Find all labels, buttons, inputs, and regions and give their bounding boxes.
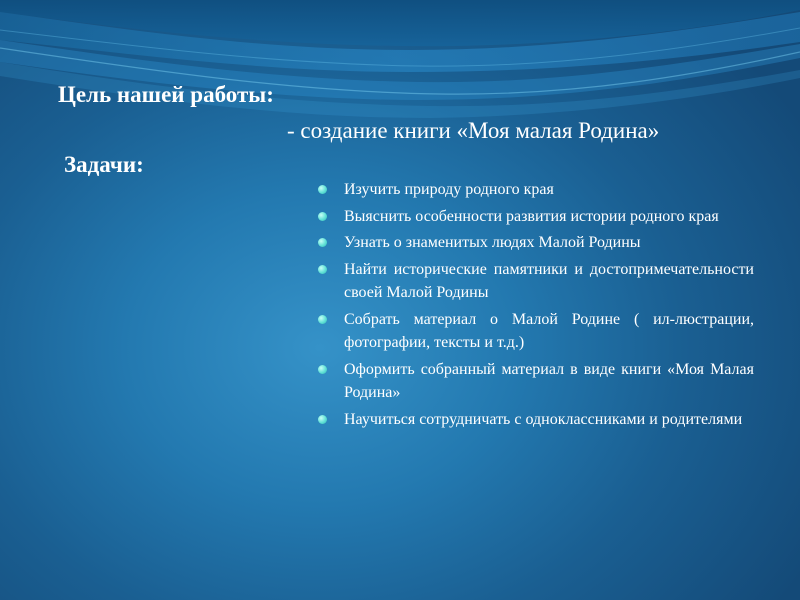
goal-text: - создание книги «Моя малая Родина» (287, 118, 660, 143)
task-text: Изучить природу родного края (344, 181, 554, 198)
tasks-title: Задачи: (64, 152, 144, 177)
bullet-dot-icon (318, 265, 327, 274)
bullet-dot-icon (318, 315, 327, 324)
task-item (316, 205, 754, 229)
task-list (316, 178, 754, 434)
task-text: Оформить собранный материал в виде книги «Моя Малая Родина» (344, 360, 754, 401)
task-text: Собрать материал о Малой Родине ( ил-люстрации, фотографии, тексты и т.д.) (344, 310, 754, 351)
task-text: Найти исторические памятники и достопримечательности своей Малой Родины (344, 260, 754, 301)
task-text: Научиться сотрудничать с одноклассниками и родителями (344, 410, 743, 428)
task-item (316, 408, 754, 432)
wave-decoration (0, 0, 800, 130)
goal-title: Цель нашей работы: (58, 82, 274, 107)
bullet-dot-icon (318, 365, 327, 374)
bullet-dot-icon (318, 238, 327, 247)
task-text: Узнать о знаменитых людях Малой Родины (344, 234, 641, 251)
task-item (316, 258, 754, 305)
task-item (316, 231, 754, 255)
task-item (316, 308, 754, 355)
bullet-dot-icon (318, 212, 327, 221)
task-item (316, 358, 754, 405)
bullet-dot-icon (318, 415, 327, 424)
task-text: Выяснить особенности развития истории родного края (344, 207, 719, 225)
task-item (316, 178, 754, 202)
bullet-dot-icon (318, 185, 327, 194)
